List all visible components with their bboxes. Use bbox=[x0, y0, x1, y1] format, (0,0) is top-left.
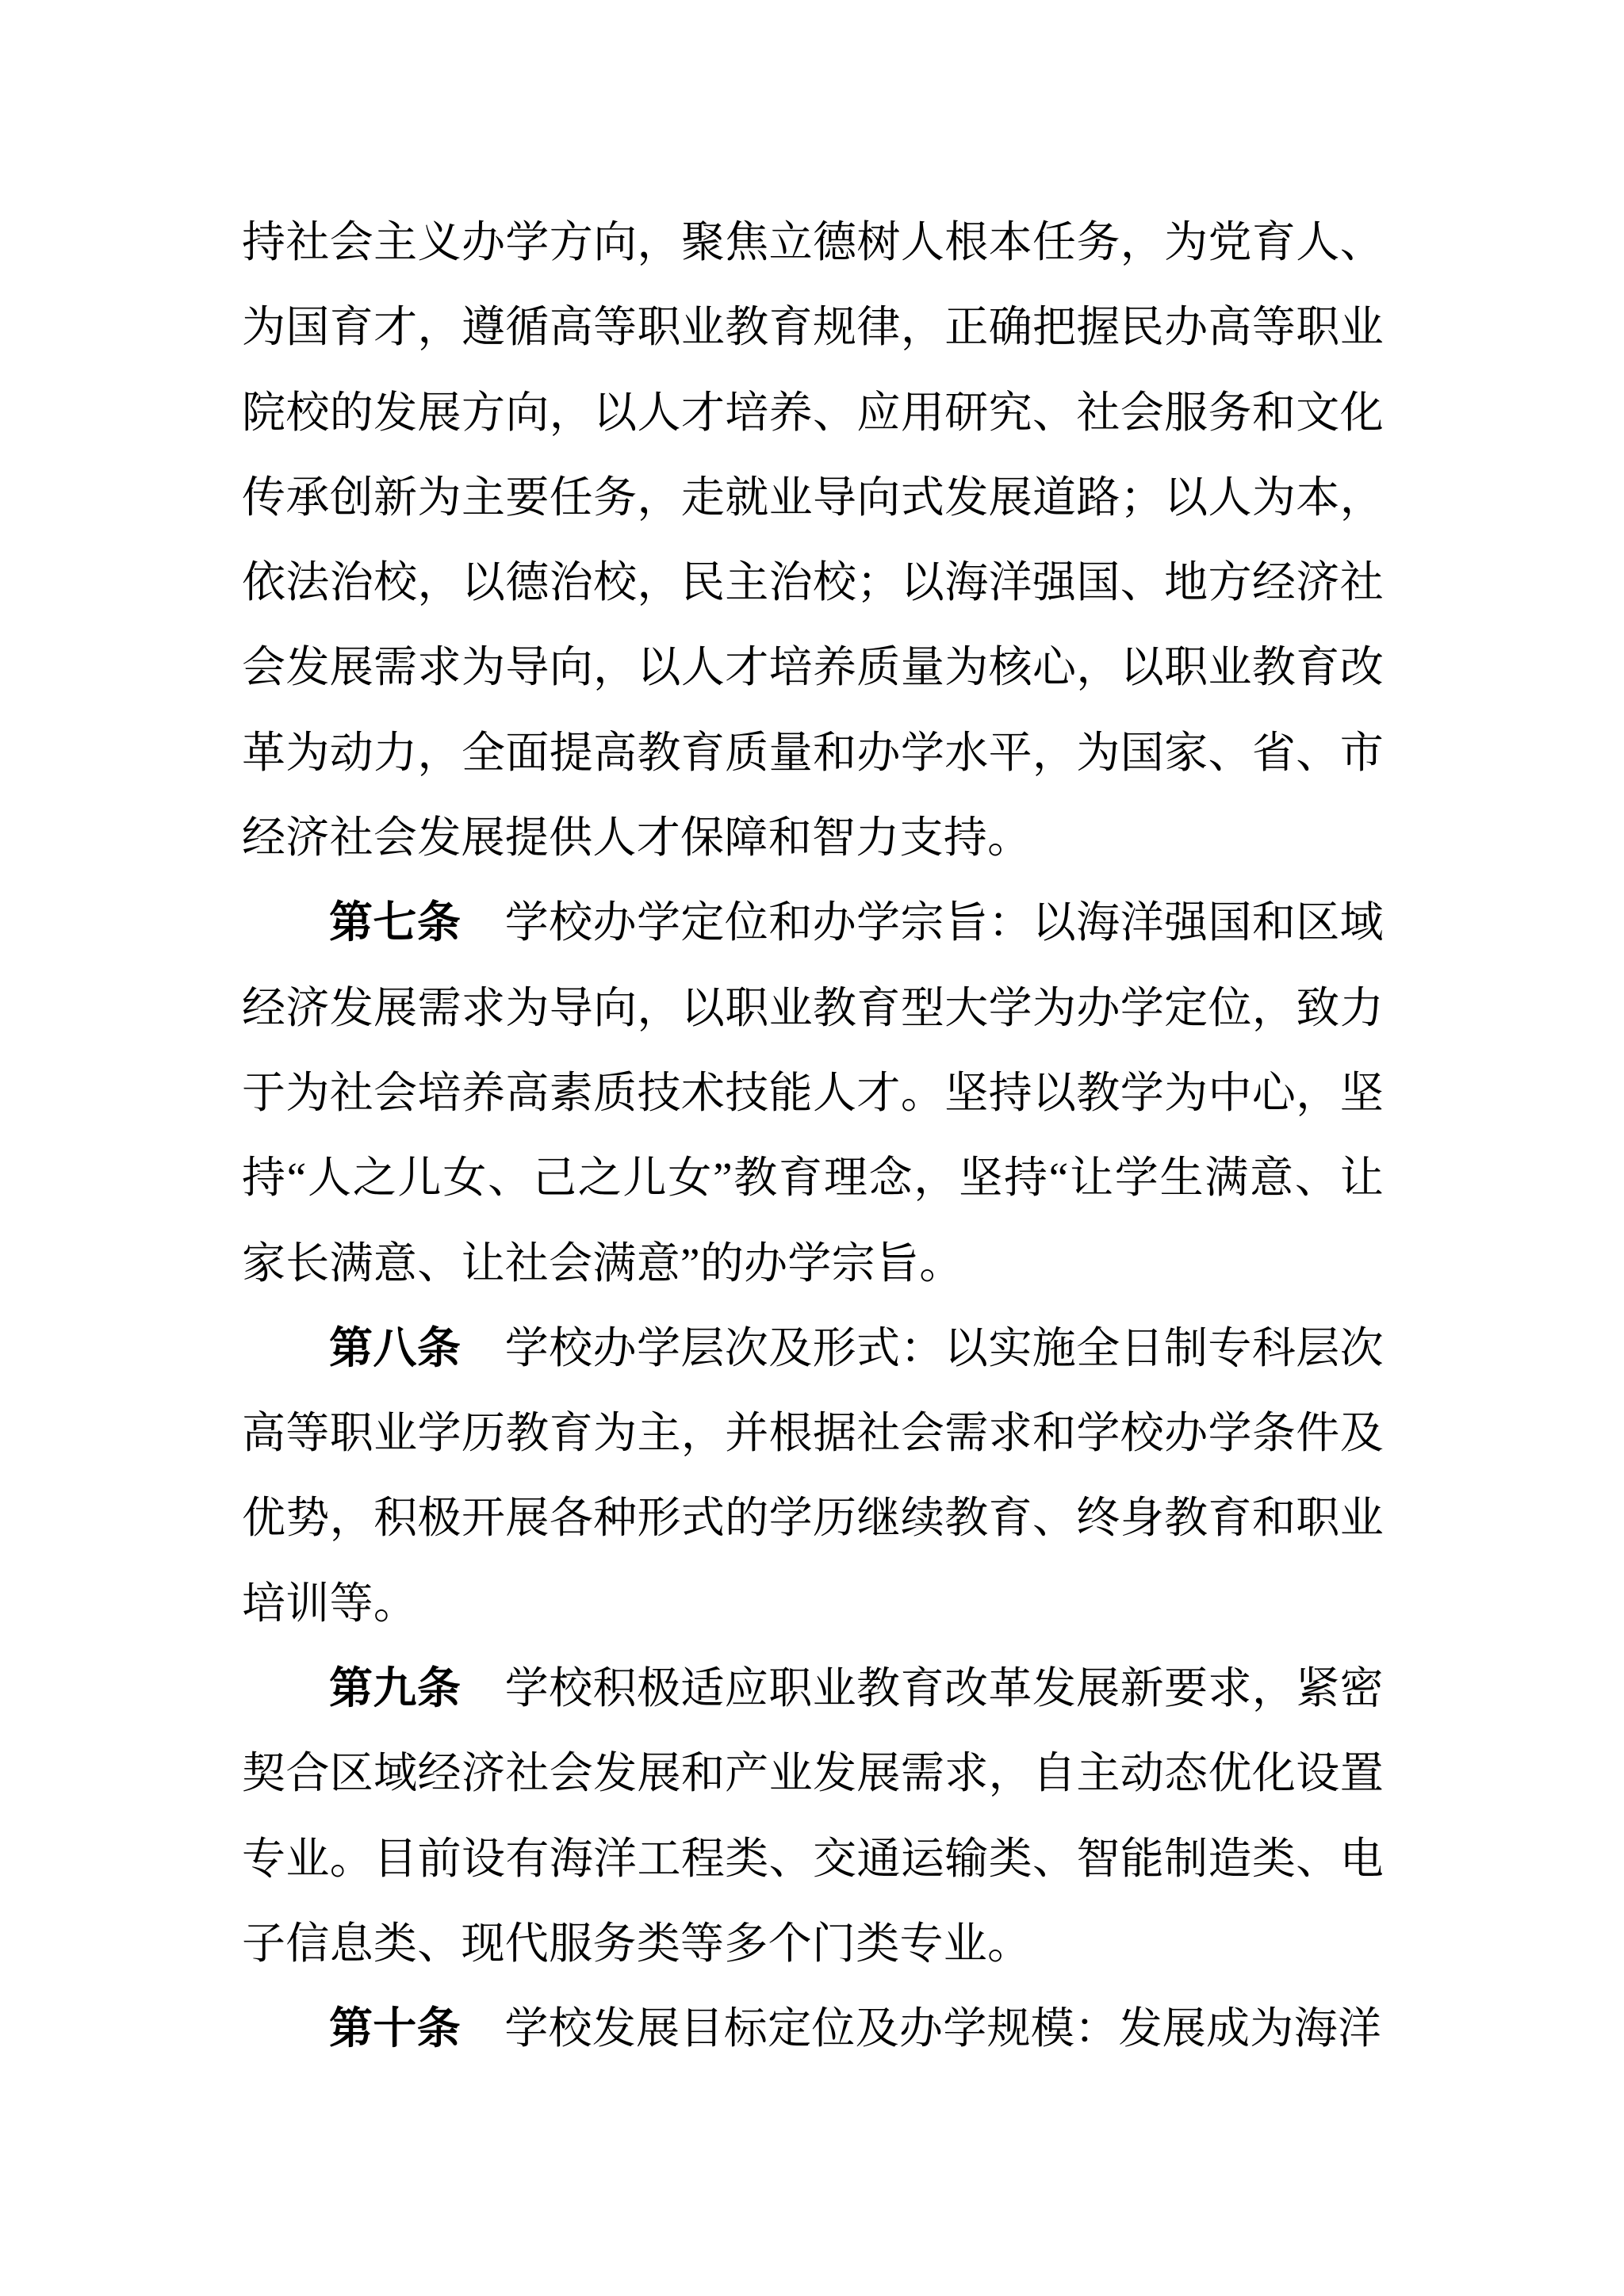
paragraph-text: 学校办学层次及形式：以实施全日制专科层次高等职业学历教育为主，并根据社会需求和学校办学条件及优势，积极开展各种形式的学历继续教育、终身教育和职业培训等。 bbox=[242, 1323, 1384, 1628]
article-number: 第十条 bbox=[329, 2004, 461, 2053]
article-number: 第九条 bbox=[329, 1664, 462, 1713]
paragraph-text: 持社会主义办学方向，聚焦立德树人根本任务，为党育人、为国育才，遵循高等职业教育规律，正确把握民办高等职业院校的发展方向，以人才培养、应用研究、社会服务和文化传承创新为主要任务，走就业导向式发展道路；以人为本，依法治校，以德治校，民主治校；以海洋强国、地方经济社会发展需求为导向，以人才培养质量为核心，以职业教育改革为动力，全面提高教育质量和办学水平，为国家、省、市经济社会发展提供人才保障和智力支持。 bbox=[242, 218, 1384, 863]
paragraph-article-10 bbox=[242, 1986, 1384, 2071]
paragraph-article-7 bbox=[242, 880, 1384, 1305]
paragraph-text: 学校发展目标定位及办学规模：发展成为海洋 bbox=[460, 2004, 1382, 2053]
article-number: 第七条 bbox=[329, 898, 462, 947]
paragraph-article-8 bbox=[242, 1306, 1384, 1646]
document-text-block bbox=[242, 200, 1384, 2072]
paragraph-continuation bbox=[242, 200, 1384, 880]
article-number: 第八条 bbox=[329, 1323, 462, 1372]
paragraph-text: 学校积极适应职业教育改革发展新要求，紧密契合区域经济社会发展和产业发展需求，自主动态优化设置专业。目前设有海洋工程类、交通运输类、智能制造类、电子信息类、现代服务类等多个门类专业。 bbox=[242, 1664, 1384, 1968]
paragraph-article-9 bbox=[242, 1646, 1384, 1986]
paragraph-text: 学校办学定位和办学宗旨：以海洋强国和区域经济发展需求为导向，以职业教育型大学为办学定位，致力于为社会培养高素质技术技能人才。坚持以教学为中心，坚持“人之儿女、己之儿女”教育理念，坚持“让学生满意、让家长满意、让社会满意”的办学宗旨。 bbox=[242, 898, 1384, 1288]
